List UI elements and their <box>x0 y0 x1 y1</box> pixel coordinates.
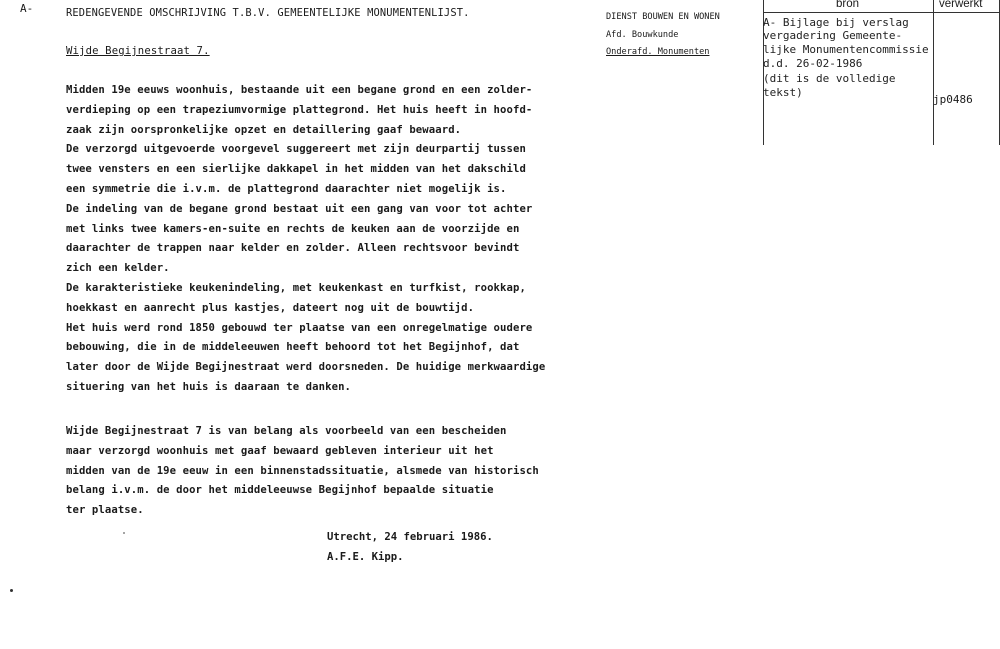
signature-place-date: Utrecht, 24 februari 1986. <box>327 531 493 543</box>
stamp-col-bron: bron <box>836 0 860 10</box>
body-text-line: later door de Wijde Begijnestraat werd doorsneden. De huidige merkwaardige <box>66 361 546 374</box>
body-text-line: een symmetrie die i.v.m. de plattegrond daarachter niet mogelijk is. <box>66 183 507 195</box>
conclusion-text-line: belang i.v.m. de door het middeleeuwse Begijnhof bepaalde situatie <box>66 484 494 497</box>
body-text-line: verdieping op een trapeziumvormige plattegrond. Het huis heeft in hoofd- <box>66 103 533 116</box>
stamp-header-rule <box>763 12 1000 13</box>
stamp-code: jp0486 <box>933 93 973 106</box>
body-text-line: De indeling van de begane grond bestaat uit een gang van voor tot achter <box>66 202 533 215</box>
department-division: Afd. Bouwkunde <box>606 30 679 40</box>
body-text-line: hoekkast en aanrecht plus kastjes, dateert nog uit de bouwtijd. <box>66 301 475 314</box>
body-text-line: Midden 19e eeuws woonhuis, bestaande uit een begane grond en een zolder- <box>66 84 533 96</box>
archive-stamp <box>763 0 1000 145</box>
stamp-handwritten-line: A- Bijlage bij verslag <box>763 16 909 29</box>
body-text-line: daarachter de trappen naar kelder en zolder. Alleen rechtsvoor bevindt <box>66 242 520 255</box>
stamp-handwritten-line: d.d. 26-02-1986 <box>763 57 863 70</box>
body-text-line: zaak zijn oorspronkelijke opzet en detaillering gaaf bewaard. <box>66 123 462 136</box>
body-text-line: Het huis werd rond 1850 gebouwd ter plaatse van een onregelmatige oudere <box>66 321 533 334</box>
scan-speck <box>10 589 13 592</box>
stamp-col-verwerkt: verwerkt <box>939 0 983 10</box>
body-text-line: twee vensters en een sierlijke dakkapel in het midden van het dakschild <box>66 163 526 176</box>
body-text-line: situering van het huis is daaraan te danken. <box>66 381 352 393</box>
conclusion-text-line: Wijde Begijnestraat 7 is van belang als voorbeeld van een bescheiden <box>66 425 507 437</box>
stamp-divider-rule <box>933 0 934 145</box>
signature-name: A.F.E. Kipp. <box>327 551 404 563</box>
body-text-line: zich een kelder. <box>66 262 170 275</box>
conclusion-text-line: maar verzorgd woonhuis met gaaf bewaard gebleven interieur uit het <box>66 444 494 457</box>
body-text-line: met links twee kamers-en-suite en rechts de keuken aan de voorzijde en <box>66 222 520 235</box>
department-subdivision: Onderafd. Monumenten <box>606 47 710 57</box>
conclusion-text-line: ter plaatse. <box>66 504 144 517</box>
corner-mark: A- <box>20 2 34 15</box>
subject-address: Wijde Begijnestraat 7. <box>66 45 210 57</box>
stamp-handwritten-line: lijke Monumentencommissie <box>763 43 929 56</box>
body-text-line: De verzorgd uitgevoerde voorgevel suggereert met zijn deurpartij tussen <box>66 143 526 156</box>
body-text-line: De karakteristieke keukenindeling, met keukenkast en turfkist, rookkap, <box>66 282 526 294</box>
body-text-line: bebouwing, die in de middeleeuwen heeft behoord tot het Begijnhof, dat <box>66 341 520 354</box>
conclusion-text-line: midden van de 19e eeuw in een binnenstadssituatie, alsmede van historisch <box>66 464 539 477</box>
stamp-handwritten-line: tekst) <box>763 86 803 99</box>
document-heading: REDENGEVENDE OMSCHRIJVING T.B.V. GEMEENTELIJKE MONUMENTENLIJST. <box>66 7 470 19</box>
scan-speck <box>123 532 125 534</box>
department-name: DIENST BOUWEN EN WONEN <box>606 12 720 22</box>
stamp-handwritten-line: vergadering Gemeente- <box>763 29 903 42</box>
stamp-handwritten-line: (dit is de volledige <box>763 72 896 85</box>
